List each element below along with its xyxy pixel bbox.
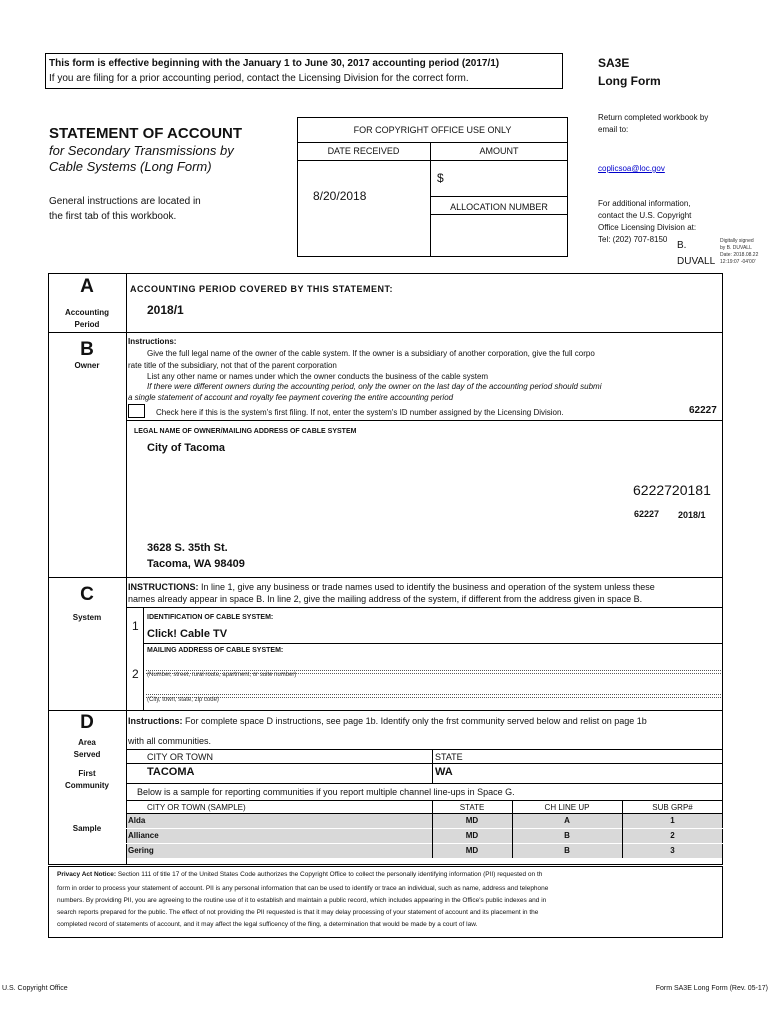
section-b-instr-4: If there were different owners during the accounting period, only the owner on the last day of the accounting period should submi bbox=[147, 382, 602, 391]
sample-header-ch-line-up: CH LINE UP bbox=[544, 803, 590, 812]
digital-signature-stamp bbox=[720, 238, 768, 266]
legal-name-label: LEGAL NAME OF OWNER/MAILING ADDRESS OF CABLE SYSTEM bbox=[134, 428, 357, 435]
footer-left: U.S. Copyright Office bbox=[2, 985, 68, 992]
sample-note: Below is a sample for reporting communities if you report multiple channel line-ups in Space G. bbox=[137, 787, 515, 797]
first-community-state[interactable]: WA bbox=[435, 766, 453, 778]
privacy-line-5: completed record of statements of account, and it may affect the legal sufficency of the fling, a determination that would be made by a court of law. bbox=[57, 921, 478, 928]
accounting-period-heading: ACCOUNTING PERIOD COVERED BY THIS STATEMENT: bbox=[130, 284, 394, 294]
section-d-label-4: Community bbox=[65, 781, 109, 790]
state-label: STATE bbox=[435, 752, 463, 762]
first-filing-checkbox[interactable] bbox=[128, 404, 145, 418]
signature-digital-4: 12:19:07 -04'00' bbox=[720, 259, 756, 265]
notice-line-2: If you are filing for a prior accounting period, contact the Licensing Division for the correct form. bbox=[49, 73, 469, 84]
sample-row-3-city: Gering bbox=[128, 846, 154, 855]
section-d-letter: D bbox=[80, 712, 94, 733]
section-b-instr-2: rate title of the subsidiary, not that of the parent corporation bbox=[128, 361, 337, 370]
office-use-box bbox=[297, 117, 568, 257]
privacy-line-1 bbox=[57, 871, 542, 878]
system-name-field[interactable]: Click! Cable TV bbox=[147, 628, 228, 640]
sample-row-1-ch: A bbox=[564, 816, 570, 825]
section-d-instr-2: with all communities. bbox=[128, 736, 212, 746]
section-b-instr-3: List any other name or names under which the owner conducts the business of the cable system bbox=[147, 372, 489, 381]
street-hint: (Number, street, rural route, apartment, or suite number) bbox=[147, 672, 297, 678]
sample-row-2-ch: B bbox=[564, 831, 570, 840]
section-c-instr-2: names already appear in space B. In line 2, give the mailing address of the system, if different from the address given in space B. bbox=[128, 594, 643, 604]
privacy-text-1: Section 111 of title 17 of the United States Code authorizes the Copyright Office to collect the personally identifying information (PII) requested on th bbox=[116, 871, 543, 878]
general-instructions-2: the first tab of this workbook. bbox=[49, 211, 177, 222]
owner-name[interactable]: City of Tacoma bbox=[147, 442, 226, 454]
section-b-instructions-heading: Instructions: bbox=[128, 337, 177, 346]
office-use-header: FOR COPYRIGHT OFFICE USE ONLY bbox=[353, 125, 512, 135]
sample-header-city: CITY OR TOWN (SAMPLE) bbox=[147, 803, 246, 812]
sample-row-1-grp: 1 bbox=[670, 816, 675, 825]
return-line-2: email to: bbox=[598, 125, 629, 134]
sample-row-3-grp: 3 bbox=[670, 846, 675, 855]
section-c-instructions bbox=[128, 582, 655, 592]
page-title: STATEMENT OF ACCOUNT bbox=[49, 125, 243, 142]
first-filing-text: Check here if this is the system's first filing. If not, enter the system's ID number assigned by the Licensing Division. bbox=[156, 408, 564, 417]
privacy-line-4: search reports prepared for the public. The effect of not providing the PII requested is that it may delay processing of your statement of account and its placement in the bbox=[57, 909, 539, 916]
signature-digital-1: Digitally signed bbox=[720, 238, 754, 244]
section-c-letter: C bbox=[80, 584, 94, 605]
section-d-sample-label: Sample bbox=[72, 824, 102, 833]
section-b-letter: B bbox=[80, 339, 94, 360]
first-community-city[interactable]: TACOMA bbox=[147, 766, 195, 778]
section-d-label-1: Area bbox=[78, 738, 96, 747]
city-or-town-label: CITY OR TOWN bbox=[147, 752, 214, 762]
section-d-instr-1: For complete space D instructions, see page 1b. Identify only the frst community served below and relist on page 1b bbox=[182, 716, 647, 726]
footer-right: Form SA3E Long Form (Rev. 05-17) bbox=[655, 985, 768, 992]
section-a-letter: A bbox=[80, 276, 94, 297]
section-a-label-2: Period bbox=[74, 320, 100, 329]
city-hint: (City, town, state, zip code) bbox=[147, 697, 219, 703]
signature-name-2: DUVALL bbox=[677, 256, 716, 267]
owner-address-2[interactable]: Tacoma, WA 98409 bbox=[147, 558, 245, 570]
sample-row-2-grp: 2 bbox=[670, 831, 675, 840]
line-2-number: 2 bbox=[132, 667, 139, 681]
owner-address-1[interactable]: 3628 S. 35th St. bbox=[147, 542, 228, 554]
section-d-instructions-heading: Instructions: bbox=[128, 716, 183, 726]
section-d-label-2: Served bbox=[73, 750, 101, 759]
mailing-address-label: MAILING ADDRESS OF CABLE SYSTEM: bbox=[147, 647, 284, 654]
section-c-instructions-heading: INSTRUCTIONS: bbox=[128, 582, 199, 592]
section-b-instr-5: a single statement of account and royalty fee payment covering the entire accounting period bbox=[128, 393, 454, 402]
signature-digital-3: Date: 2018.08.22 bbox=[720, 252, 759, 258]
sample-row-1-state: MD bbox=[465, 816, 479, 825]
date-received-label: DATE RECEIVED bbox=[327, 146, 400, 156]
form-code: SA3E bbox=[598, 56, 630, 70]
section-d-instructions bbox=[128, 716, 647, 726]
section-c-label: System bbox=[72, 613, 102, 622]
form-name: Long Form bbox=[598, 74, 661, 88]
combined-id: 6222720181 bbox=[633, 482, 711, 498]
section-a-label-1: Accounting bbox=[65, 308, 109, 317]
general-instructions-1: General instructions are located in bbox=[49, 196, 201, 207]
subtitle-1: for Secondary Transmissions by bbox=[49, 143, 234, 158]
sample-row-1-city: Alda bbox=[128, 816, 146, 825]
privacy-line-3: numbers. By providing PII, you are agreeing to the routine use of it to establish and maintain a public record, which includes appearing in the Office's public indexes and in bbox=[57, 897, 547, 904]
signature-digital-2: by B. DUVALL bbox=[720, 245, 752, 251]
identification-label: IDENTIFICATION OF CABLE SYSTEM: bbox=[147, 614, 274, 621]
accounting-period-value[interactable]: 2018/1 bbox=[147, 303, 184, 317]
amount-label: AMOUNT bbox=[479, 146, 519, 156]
contact-email-link[interactable]: coplicsoa@loc.gov bbox=[598, 164, 665, 173]
info-line-2: contact the U.S. Copyright bbox=[598, 211, 692, 220]
system-id-number[interactable]: 62227 bbox=[689, 405, 717, 416]
sample-header-sub-grp: SUB GRP# bbox=[652, 803, 693, 812]
sample-header-state: STATE bbox=[459, 803, 485, 812]
date-received-value[interactable]: 8/20/2018 bbox=[313, 189, 367, 203]
info-line-1: For additional information, bbox=[598, 199, 691, 208]
section-b-label: Owner bbox=[74, 361, 100, 370]
sample-row-3-ch: B bbox=[564, 846, 570, 855]
allocation-number-label: ALLOCATION NUMBER bbox=[450, 202, 548, 212]
amount-symbol[interactable]: $ bbox=[437, 171, 444, 185]
section-c-instr-1: In line 1, give any business or trade names used to identify the business and operation of the system unless these bbox=[198, 582, 655, 592]
contact-tel: Tel: (202) 707-8150 bbox=[598, 235, 668, 244]
section-d-label-3: First bbox=[78, 769, 96, 778]
id-small: 62227 bbox=[634, 509, 660, 519]
section-b-instr-1: Give the full legal name of the owner of the cable system. If the owner is a subsidiary of another corporation, give the full corpo bbox=[147, 349, 595, 358]
period-small: 2018/1 bbox=[678, 510, 706, 520]
sample-row-2-state: MD bbox=[465, 831, 479, 840]
subtitle-2: Cable Systems (Long Form) bbox=[49, 159, 212, 174]
privacy-line-2: form in order to process your statement of account. PII is any personal information that can be used to identify or trace an individual, such as name, address and telephone bbox=[57, 885, 549, 892]
privacy-heading: Privacy Act Notice: bbox=[57, 871, 117, 878]
sample-row-3-state: MD bbox=[465, 846, 479, 855]
return-line-1: Return completed workbook by bbox=[598, 113, 709, 122]
sample-row-2-city: Alliance bbox=[128, 831, 159, 840]
info-line-3: Office Licensing Division at: bbox=[598, 223, 697, 232]
line-1-number: 1 bbox=[132, 619, 139, 633]
notice-line-1: This form is effective beginning with the January 1 to June 30, 2017 accounting period (2017/1) bbox=[49, 58, 500, 69]
signature-name-1: B. bbox=[677, 240, 687, 251]
